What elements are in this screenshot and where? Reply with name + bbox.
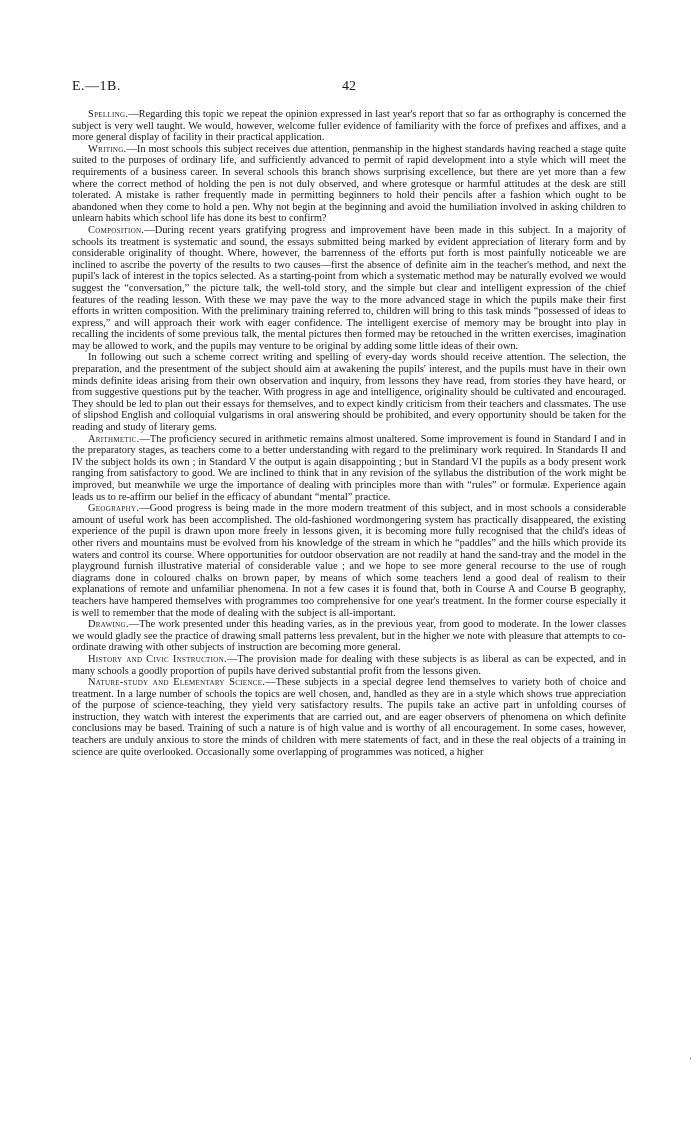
paragraph-spelling <box>72 109 626 144</box>
page-number: 42 <box>342 79 356 94</box>
section-heading: Composition. <box>88 224 145 236</box>
section-heading: Nature-study and Elementary Science. <box>88 677 266 689</box>
section-heading: Arithmetic. <box>88 433 140 445</box>
margin-mark: ’ <box>689 1056 692 1066</box>
paragraph-text: —Good progress is being made in the more modern treatment of this subject, and in most schools a considerable amount of useful work has been accomplished. The old-fashioned wordmongering system has practically disappeared, the existing experience of the pupil is drawn upon more freely in lessons given, it is becoming more fully recognised that the child's ideas of other rivers and mountains must be evolved from his knowledge of the stream in which he “paddles” and the hills which provide its waters and control its course. Where opportunities for outdoor observation are not readily at hand the sand-tray and the model in the playground furnish illustrative material of considerable value ; and we hope to see more general recourse to the use of rough diagrams done in coloured chalks on brown paper, by means of which some teachers lend a good deal of realism to their explanations of remote and unfamiliar phenomena. In not a few cases it is found that, both in Course A and Course B geography, teachers have hampered themselves with programmes too comprehensive for one year's treatment. In the former course especially it is well to remember that the mode of dealing with the subject is all-important. <box>72 503 626 619</box>
section-heading: Geography. <box>88 503 140 515</box>
paragraph-text: —The provision made for dealing with these subjects is as liberal as can be expected, and in many schools a goodly proportion of pupils have derived substantial profit from the lessons given. <box>72 653 626 677</box>
paragraph-nature-study <box>72 677 626 758</box>
paragraph-text: —These subjects in a special degree lend themselves to variety both of choice and treatment. In a large number of schools the topics are well chosen, and, handled as they are in a style which shows true appreciation of the purpose of science-teaching, they yield very satisfactory results. The pupils take an active part in unfolding courses of instruction, they watch with interest the experiments that are carried out, and are eager observers of phenomena on which definite conclusions may be based. Training of such a nature is of high value and is worthy of all encouragement. In some cases, however, teachers are unduly anxious to store the minds of children with mere statements of fact, and in these the real objects of a training in science are quite overlooked. Occasionally some overlapping of programmes was noticed, a higher <box>72 677 626 758</box>
section-heading: History and Civic Instruction. <box>88 653 227 665</box>
paragraph-text: —During recent years gratifying progress and improvement have been made in this subject. In a majority of schools its treatment is systematic and sound, the essays submitted being marked by evident appreciation of literary form and by considerable originality of thought. Where, however, the barrenness of the efforts put forth is most painfully noticeable we are inclined to ascribe the poverty of the results to two causes—first the absence of definite aim in the teacher's method, and next the pupil's lack of interest in the topics selected. As a starting-point from which a systematic method may be naturally evolved we would suggest the “conversation,” the picture talk, the well-told story, and the simple but clear and intelligent expression of the chief features of the reading lesson. With these we may pave the way to the more advanced stage in which the pupils make their first efforts in written composition. With the preliminary training referred to, children will bring to this task minds “possessed of ideas to express,” and will approach their work with eager confidence. The intelligent exercise of memory may be brought into play in recalling the incidents of some previous talk, the mental pictures then formed may be retouched in the written exercises, imagination may be allowed to work, and the pupils may venture to be original by adding some little ideas of their own. <box>72 224 626 352</box>
paragraph-drawing <box>72 619 626 654</box>
report-body <box>72 109 626 758</box>
paragraph-composition-continued <box>72 352 626 433</box>
paragraph-text: —The proficiency secured in arithmetic remains almost unaltered. Some improvement is found in Standard I and in the preparatory stages, as teachers come to a better understanding with regard to the preliminary work required. In Standards II and IV the subject holds its own ; in Standard V the output is again disappointing ; but in Standard VI the pupils as a body present work ranging from satisfactory to good. We are inclined to think that in any revision of the syllabus the distribution of the work might be improved, but meanwhile we urge the importance of dealing with principles more than with “rules” or formulæ. Experience again leads us to re-affirm our belief in the efficacy of abundant “mental” practice. <box>72 433 626 503</box>
section-heading: Writing. <box>88 143 127 155</box>
paragraph-text: In following out such a scheme correct writing and spelling of every-day words should receive attention. The selection, the preparation, and the presentment of the subject should aim at awakening the pupils' interest, and the pupils must have in their own minds definite ideas arising from their own observation and inquiry, from lessons they have read, from stories they have heard, or from suggestive questions put by the teacher. With progress in age and intelligence, originality should be cultivated and encouraged. They should be led to plan out their essays for themselves, and to expect kindly criticism from their teachers and classmates. The use of slipshod English and colloquial vulgarisms in oral answering should be prohibited, and every opportunity should be taken for the reading and study of literary gems. <box>72 352 626 434</box>
page-header <box>72 79 626 101</box>
paragraph-writing <box>72 144 626 225</box>
paragraph-text: —Regarding this topic we repeat the opinion expressed in last year's report that so far as orthography is concerned the subject is very well taught. We would, however, welcome fuller evidence of familiarity with the force of prefixes and affixes, and a more general display of facility in their practical application. <box>72 109 626 144</box>
paragraph-composition <box>72 225 626 353</box>
paragraph-geography <box>72 503 626 619</box>
section-heading: Drawing. <box>88 619 129 631</box>
paragraph-history-civic <box>72 654 626 677</box>
document-reference: E.—1B. <box>72 79 121 94</box>
paragraph-text: —The work presented under this heading varies, as in the previous year, from good to moderate. In the lower classes we would gladly see the practice of drawing small patterns less prevalent, but in the higher we note with pleasure that attempts to co-ordinate drawing with other subjects of instruction are becoming more general. <box>72 619 626 654</box>
section-heading: Spelling. <box>88 109 129 120</box>
paragraph-arithmetic <box>72 434 626 504</box>
paragraph-text: —In most schools this subject receives due attention, penmanship in the highest standards having reached a stage quite suited to the purposes of ordinary life, and sufficiently advanced to permit of rapid development into a style which will meet the requirements of a business career. In several schools this branch shows surprising excellence, but there are yet more than a few where the correct method of holding the pen is not duly observed, and where grotesque or harmful attitudes at the desk are still tolerated. A mistake is rather frequently made in permitting beginners to hold their pencils after a fashion which ought to be abandoned when they come to hold a pen. Why not begin at the beginning and avoid the humiliation involved in asking children to unlearn habits which school life has done its best to confirm? <box>72 143 626 225</box>
